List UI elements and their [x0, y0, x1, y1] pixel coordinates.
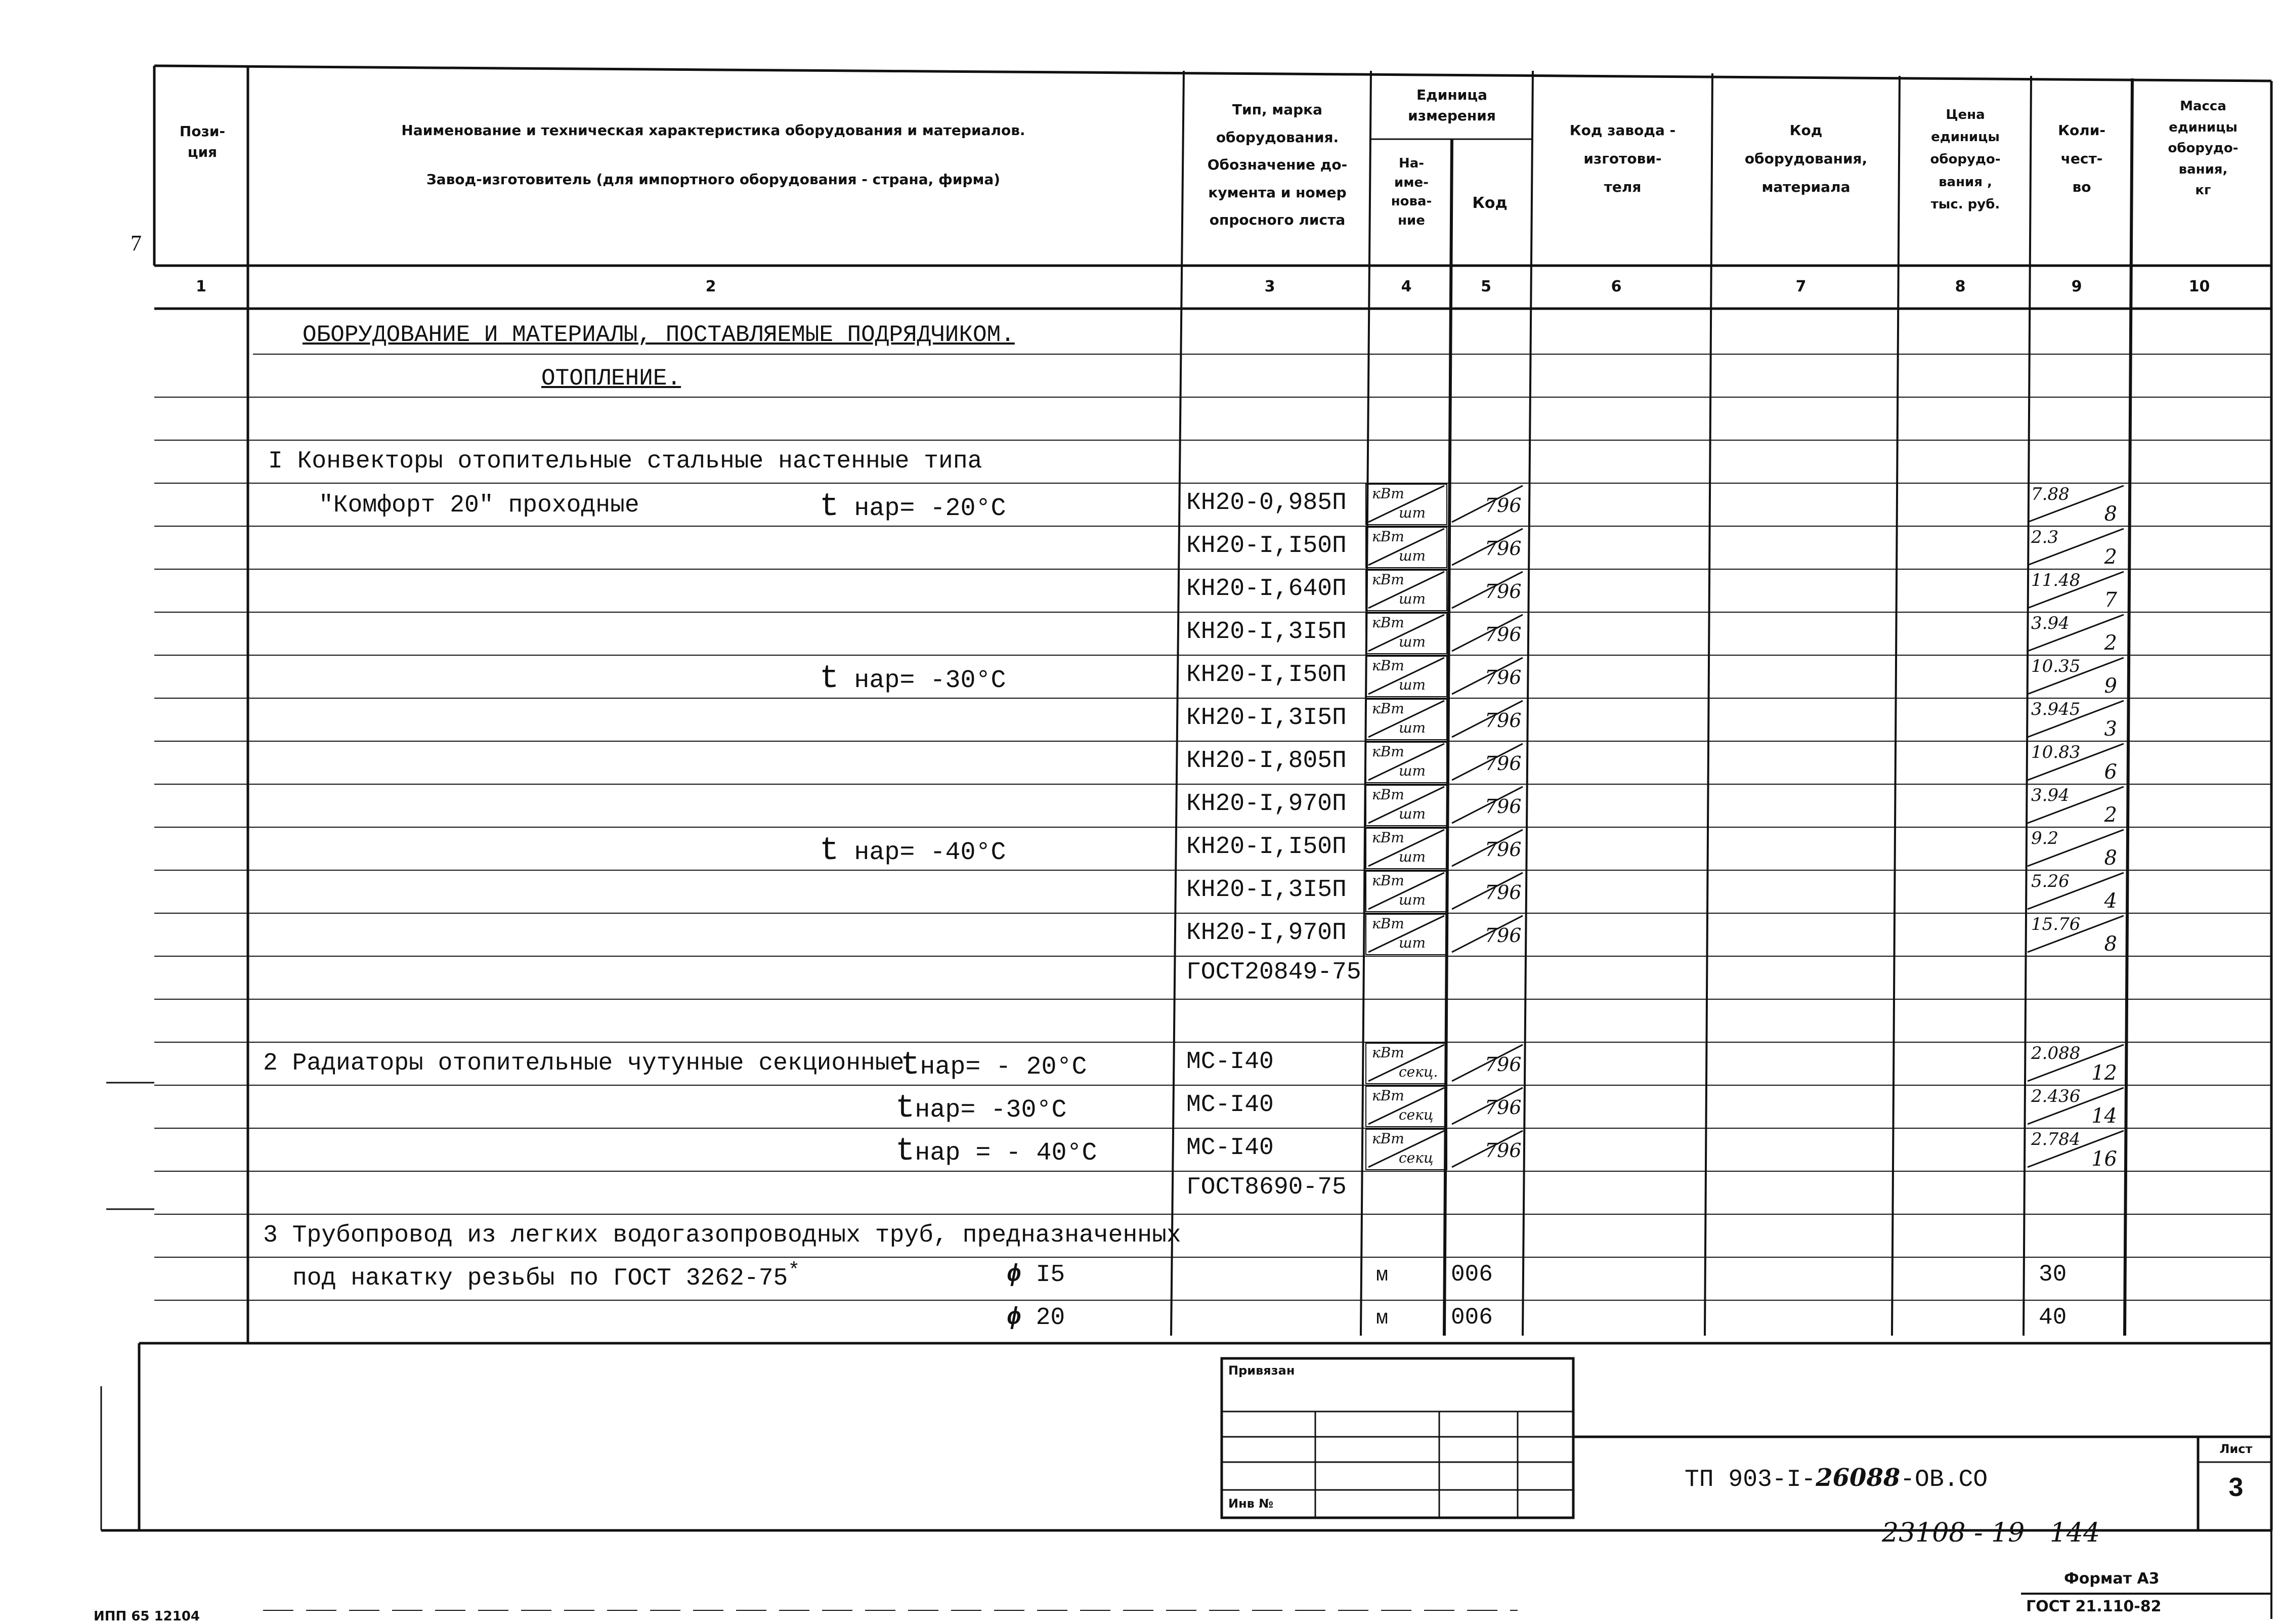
unit-name-bottom: шт: [1399, 891, 1426, 908]
col-number-7: 7: [1795, 278, 1806, 295]
header-position: Пози- ция: [179, 123, 226, 160]
unit-code: 796: [1485, 580, 1522, 603]
unit-power: 5.26: [2031, 871, 2070, 891]
equipment-code: МС-I40: [1186, 1134, 1274, 1162]
header-quantity: Коли- чест- во: [2058, 122, 2105, 195]
col-number-2: 2: [705, 278, 716, 295]
equipment-code: КН20-I,I50П: [1186, 833, 1347, 861]
quantity-value: 8: [2104, 502, 2117, 526]
unit-code: 796: [1485, 838, 1522, 861]
diameter-icon: ϕ: [1007, 1304, 1021, 1332]
quantity-value: 6: [2104, 760, 2117, 784]
unit-name-top: кВт: [1372, 743, 1404, 760]
bottom-left-code: ИПП 65 12104: [94, 1609, 200, 1624]
header-mass: Масса единицы оборудо- вания, кг: [2168, 99, 2239, 198]
equipment-code: КН20-I,I50П: [1186, 532, 1347, 560]
unit-name-top: кВт: [1372, 1087, 1404, 1104]
section-title: ОБОРУДОВАНИЕ И МАТЕРИАЛЫ, ПОСТАВЛЯЕМЫЕ ПОДРЯДЧИКОМ.: [303, 322, 1015, 348]
format-label: Формат А3: [2064, 1570, 2160, 1588]
col-number-5: 5: [1481, 278, 1491, 295]
equipment-code: КН20-I,805П: [1186, 747, 1347, 775]
unit-name-bottom: секц: [1399, 1149, 1434, 1166]
unit-name-bottom: секц: [1399, 1106, 1434, 1123]
unit-code: 796: [1485, 623, 1522, 646]
radiator-temp-40: tнар = - 40°С: [895, 1133, 1097, 1170]
unit-name-top: кВт: [1372, 657, 1404, 674]
unit-code: 796: [1485, 795, 1522, 818]
unit-power: 2.436: [2031, 1086, 2081, 1106]
unit-power: 10.35: [2031, 656, 2081, 676]
col-number-10: 10: [2188, 278, 2210, 295]
unit-power: 11.48: [2031, 570, 2081, 590]
quantity-value: 14: [2091, 1104, 2117, 1128]
group3-subtitle: под накатку резьбы по ГОСТ 3262-75*: [292, 1260, 800, 1292]
unit-name-bottom: шт: [1399, 633, 1426, 650]
pipe-diameter: [1007, 1261, 1065, 1289]
col-number-9: 9: [2071, 278, 2082, 295]
unit-power: 15.76: [2031, 914, 2081, 934]
pipe-quantity: 40: [2039, 1304, 2067, 1331]
header-factory-code: Код завода - изготови- теля: [1569, 122, 1676, 195]
unit-name-top: кВт: [1372, 485, 1404, 502]
margin-mark: 7: [131, 231, 142, 255]
unit-name-bottom: шт: [1399, 762, 1426, 779]
unit-code: 796: [1485, 1096, 1522, 1119]
equipment-code: КН20-I,970П: [1186, 790, 1347, 818]
equipment-code: КН20-I,I50П: [1186, 661, 1347, 689]
equipment-code: КН20-I,970П: [1186, 919, 1347, 947]
sheet-label: Лист: [2219, 1442, 2253, 1456]
quantity-value: 8: [2104, 932, 2117, 956]
col-number-8: 8: [1955, 278, 1966, 295]
equipment-code: МС-I40: [1186, 1048, 1274, 1076]
pipe-unit: м: [1376, 1307, 1389, 1330]
equipment-code: КН20-I,3I5П: [1186, 704, 1347, 732]
gost-label: ГОСТ 21.110-82: [2026, 1598, 2162, 1615]
equipment-code: КН20-0,985П: [1186, 489, 1347, 517]
quantity-value: 2: [2104, 545, 2117, 569]
temp-label-20: t нар= -20°С: [820, 489, 1006, 525]
unit-power: 9.2: [2031, 828, 2059, 848]
unit-power: 3.94: [2031, 613, 2070, 633]
unit-code: 796: [1485, 709, 1522, 732]
sheet-number: 3: [2228, 1473, 2244, 1502]
subsection-title: ОТОПЛЕНИЕ.: [541, 365, 681, 392]
radiator-temp-20: tнар= - 20°С: [900, 1047, 1087, 1084]
equipment-code: КН20-I,3I5П: [1186, 876, 1347, 904]
unit-name-top: кВт: [1372, 829, 1404, 846]
unit-name-bottom: шт: [1399, 590, 1426, 607]
col-number-6: 6: [1611, 278, 1622, 295]
header-unit-name: На- име- нова- ние: [1391, 156, 1432, 229]
unit-power: 3.945: [2031, 699, 2081, 719]
unit-name-top: кВт: [1372, 872, 1404, 889]
quantity-value: 12: [2091, 1061, 2117, 1085]
group3-title: 3 Трубопровод из легких водогазопроводных труб, предназначенных: [263, 1222, 1181, 1249]
unit-name-bottom: шт: [1399, 504, 1426, 521]
col-number-3: 3: [1264, 278, 1275, 295]
header-price: Цена единицы оборудо- вания , тыс. руб.: [1930, 107, 2001, 212]
group1-title: I Конвекторы отопительные стальные настенные типа: [268, 448, 982, 475]
unit-code: 796: [1485, 494, 1522, 517]
unit-name-bottom: шт: [1399, 805, 1426, 822]
unit-name-bottom: шт: [1399, 848, 1426, 865]
unit-name-top: кВт: [1372, 786, 1404, 803]
pipe-quantity: 30: [2039, 1261, 2067, 1288]
quantity-value: 4: [2104, 889, 2117, 913]
unit-code: 796: [1485, 1053, 1522, 1076]
group2-title: 2 Радиаторы отопительные чутунные секционные: [263, 1050, 905, 1077]
pipe-unit-code: 006: [1451, 1261, 1493, 1288]
radiator-temp-30: tнар= -30°С: [895, 1090, 1067, 1127]
unit-power: 10.83: [2031, 742, 2081, 762]
quantity-value: 9: [2104, 674, 2117, 698]
quantity-value: 3: [2104, 717, 2117, 741]
unit-name-bottom: шт: [1399, 934, 1426, 951]
stamp-inv-label: Инв №: [1228, 1497, 1274, 1511]
diameter-icon: ϕ: [1007, 1261, 1021, 1289]
header-type: Тип, марка оборудования. Обозначение до- кумента и номер опросного листа: [1207, 101, 1348, 229]
quantity-value: 2: [2104, 803, 2117, 827]
header-name-line1: Наименование и техническая характеристика оборудования и материалов.: [401, 122, 1025, 139]
unit-power: 2.088: [2031, 1043, 2081, 1063]
header-name-line2: Завод-изготовитель (для импортного оборудования - страна, фирма): [426, 171, 1001, 188]
unit-name-top: кВт: [1372, 1130, 1404, 1147]
unit-name-top: кВт: [1372, 915, 1404, 932]
equipment-code: МС-I40: [1186, 1091, 1274, 1119]
unit-name-top: кВт: [1372, 571, 1404, 588]
quantity-value: 7: [2104, 588, 2117, 612]
unit-code: 796: [1485, 924, 1522, 947]
unit-name-top: кВт: [1372, 528, 1404, 545]
unit-code: 796: [1485, 666, 1522, 689]
equipment-code: КН20-I,3I5П: [1186, 618, 1347, 646]
document-code: ТП 903-I-26088-ОВ.СО: [1685, 1464, 1988, 1493]
unit-name-bottom: секц.: [1399, 1063, 1438, 1080]
pipe-diameter-value: 20: [1036, 1304, 1065, 1332]
col-number-1: 1: [196, 278, 206, 295]
equipment-code: КН20-I,640П: [1186, 575, 1347, 603]
group2-standard: ГОСТ8690-75: [1186, 1174, 1347, 1201]
unit-power: 3.94: [2031, 785, 2070, 805]
unit-code: 796: [1485, 537, 1522, 560]
unit-power: 7.88: [2031, 484, 2070, 504]
unit-name-bottom: шт: [1399, 547, 1426, 564]
unit-name-top: кВт: [1372, 1044, 1404, 1061]
unit-name-top: кВт: [1372, 700, 1404, 717]
unit-power: 2.784: [2031, 1129, 2081, 1149]
stamp-bound-label: Привязан: [1228, 1363, 1295, 1378]
unit-name-bottom: шт: [1399, 719, 1426, 736]
temp-label-40: t нар= -40°С: [820, 833, 1006, 869]
pipe-diameter-value: I5: [1036, 1261, 1065, 1289]
unit-code: 796: [1485, 752, 1522, 775]
pipe-diameter: [1007, 1304, 1065, 1332]
unit-name-top: кВт: [1372, 614, 1404, 631]
pipe-unit-code: 006: [1451, 1304, 1493, 1331]
group1-standard: ГОСТ20849-75: [1186, 959, 1361, 986]
quantity-value: 8: [2104, 846, 2117, 870]
header-unit: Единица измерения: [1408, 87, 1496, 124]
group1-subtitle: "Комфорт 20" проходные: [319, 492, 639, 519]
pipe-unit: м: [1376, 1264, 1389, 1287]
header-equipment-code: Код оборудования, материала: [1744, 122, 1868, 195]
unit-power: 2.3: [2031, 527, 2059, 547]
quantity-value: 2: [2104, 631, 2117, 655]
unit-name-bottom: шт: [1399, 676, 1426, 693]
col-number-4: 4: [1401, 278, 1412, 295]
unit-code: 796: [1485, 881, 1522, 904]
header-unit-code: Код: [1472, 194, 1508, 212]
quantity-value: 16: [2091, 1147, 2117, 1171]
unit-code: 796: [1485, 1139, 1522, 1162]
handwritten-number: 23108 - 19 144: [1882, 1518, 2100, 1548]
temp-label-30: t нар= -30°С: [820, 661, 1006, 697]
